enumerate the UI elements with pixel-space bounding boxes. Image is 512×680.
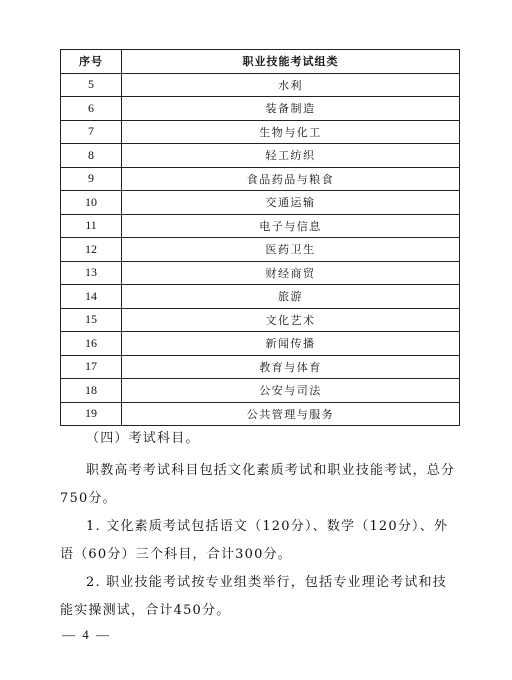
exam-category-table <box>60 49 460 426</box>
table-row <box>61 214 460 238</box>
table-row <box>61 144 460 168</box>
table-row <box>61 379 460 403</box>
row-number-cell: 15 <box>61 308 122 332</box>
section-heading: （四）考试科目。 <box>86 431 200 446</box>
row-number-cell: 8 <box>61 144 122 168</box>
paragraph-cultural-exam: 1. 文化素质考试包括语文（120分）、数学（120分）、外语（60分）三个科目，合计300分。 <box>60 519 449 562</box>
category-cell: 生物与化工 <box>122 120 460 144</box>
paragraph-total-score: 职教高考考试科目包括文化素质考试和职业技能考试，总分750分。 <box>60 463 456 506</box>
row-number-cell: 19 <box>61 402 122 426</box>
table-row <box>61 355 460 379</box>
table-row <box>61 261 460 285</box>
row-number-cell: 7 <box>61 120 122 144</box>
category-cell: 公共管理与服务 <box>122 402 460 426</box>
row-number-cell: 9 <box>61 167 122 191</box>
category-cell: 文化艺术 <box>122 308 460 332</box>
table-row <box>61 120 460 144</box>
table-row <box>61 97 460 121</box>
row-number-cell: 12 <box>61 238 122 262</box>
table-row <box>61 167 460 191</box>
table-header-row <box>61 50 460 74</box>
category-cell: 教育与体育 <box>122 355 460 379</box>
row-number-cell: 11 <box>61 214 122 238</box>
row-number-cell: 13 <box>61 261 122 285</box>
category-cell: 财经商贸 <box>122 261 460 285</box>
row-number-cell: 5 <box>61 73 122 97</box>
category-cell: 食品药品与粮食 <box>122 167 460 191</box>
category-cell: 新闻传播 <box>122 332 460 356</box>
table-row <box>61 238 460 262</box>
row-number-cell: 6 <box>61 97 122 121</box>
table-row <box>61 73 460 97</box>
category-cell: 电子与信息 <box>122 214 460 238</box>
table-row <box>61 402 460 426</box>
column-header-category: 职业技能考试组类 <box>122 50 460 74</box>
table-row <box>61 285 460 309</box>
category-cell: 公安与司法 <box>122 379 460 403</box>
page-number: — 4 — <box>62 627 111 642</box>
table-row <box>61 332 460 356</box>
category-cell: 旅游 <box>122 285 460 309</box>
category-cell: 交通运输 <box>122 191 460 215</box>
paragraph-skills-exam: 2. 职业技能考试按专业组类举行，包括专业理论考试和技能实操测试，合计450分。 <box>60 575 447 618</box>
table-row <box>61 191 460 215</box>
category-cell: 轻工纺织 <box>122 144 460 168</box>
table-row <box>61 308 460 332</box>
row-number-cell: 10 <box>61 191 122 215</box>
category-cell: 装备制造 <box>122 97 460 121</box>
column-header-number: 序号 <box>61 50 122 74</box>
category-cell: 水利 <box>122 73 460 97</box>
row-number-cell: 14 <box>61 285 122 309</box>
row-number-cell: 18 <box>61 379 122 403</box>
row-number-cell: 17 <box>61 355 122 379</box>
category-cell: 医药卫生 <box>122 238 460 262</box>
table-body <box>61 73 460 426</box>
row-number-cell: 16 <box>61 332 122 356</box>
